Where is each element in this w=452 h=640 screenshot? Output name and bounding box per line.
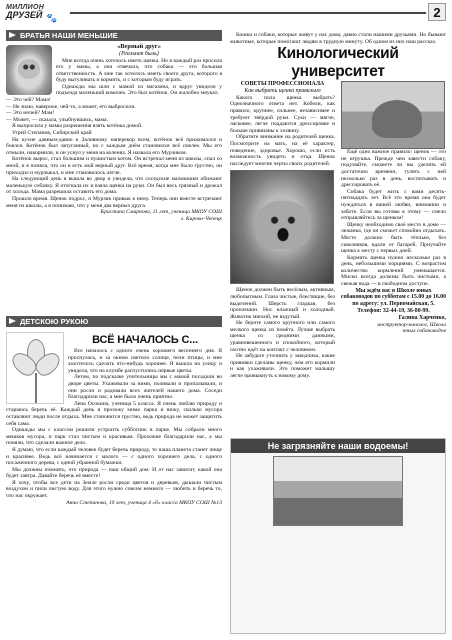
story-paragraph: На кухне давным-давно к Заливному наперекор всем, котёнок всё прижимался и боялся. Котёнок был запуганный, но с каждым днём становился всё смелее. Мы его отмыли, накормили, и он уснул у меня на коленях. Я назвала его Мурзиком. — [6, 136, 222, 156]
essay-article — [6, 330, 222, 630]
essay-title: ВСЁ НАЧАЛОСЬ С... — [92, 334, 198, 346]
essay-paragraph: Лена Осокина, ученица 5 класса. Я очень люблю природу и стараюсь беречь её. Каждый день я прохожу мимо парка и вижу, сколько мусора оставляют люди после отдыха. Мне становится грустно, ведь природа не может защитить себя сама. — [6, 400, 222, 427]
logo-line-1: МИЛЛИОН — [6, 4, 45, 11]
article-paragraph: Щенок должен быть весёлым, активным, любопытным. Глаза чистые, блестящие, без выделений. Шерсть гладкая, без проплешин. Нос влажный и холодный. Животик мягкий, не вздутый. — [230, 287, 335, 320]
article-column-2 — [341, 81, 446, 457]
article-paragraph: Не забудьте уточнить у заводчика, какие прививки сделаны щенку, чем его кормили и как ухаживали. Это поможет малышу легче привыкнуть к новому дому. — [230, 353, 335, 380]
story-paragraph: — Это чей? Мама! — [6, 97, 51, 104]
flower-drawing — [6, 332, 64, 404]
kinology-article — [230, 81, 446, 457]
article-paragraph: Какого пола щенка выбрать? Однозначного ответа нет. Кобели, как правило, крупнее, сильнее, независимее и требуют твёрдой руки. Суки — мягче, ласковее, легче поддаются дрессировке и больше привязаны к хозяину. — [230, 94, 335, 134]
article-paragraph: Щенку необходимо своё место в доме — лежанка, где он сможет спокойно отдыхать. Место должно быть тёплым, без сквозняков, вдали от батарей. Приучайте щенка к месту с первых дней. — [341, 221, 446, 255]
dog-photo — [230, 170, 334, 284]
article-column-1 — [230, 81, 335, 457]
article-paragraph: Собака будет жить с вами десять-пятнадцать лет. Всё это время она будет нуждаться в вашей любви, внимании и заботе. Если вы готовы к этому — смело отправляйтесь за щенком! — [341, 188, 446, 222]
right-column — [230, 30, 446, 634]
essay-paragraph: Все началось с одного очень хорошего весеннего дня. Я проснулась, и за окном светило солнце, пели птицы, и мне захотелось сделать что-нибудь хорошее. Я вышла на улицу и увидела, что на клумбе распустились первые цветы. — [68, 348, 222, 374]
arrow-icon — [9, 318, 16, 324]
story-paragraph: Я выпросила у мамы разрешения взять котёнка домой. — [12, 123, 143, 130]
story-paragraph: — Это ничей? Мам! — [6, 110, 55, 117]
story-paragraph: Мне всегда очень хотелось иметь щенка. Но я каждый раз просила его у мамы, а она отвечала, что собака — это большая ответственность. А мне так хотелось иметь своего друга, которого я буду выгуливать и кормить, и с которым буду играть. — [56, 57, 222, 84]
rubric-label: ДЕТСКОЮ РУКОЮ — [20, 317, 89, 326]
author-org: юных собаководов — [402, 328, 446, 335]
water-banner — [230, 438, 446, 634]
story-paragraph: Котёнок вырос, стал большим и пушистым котом. Он встречал меня из школы, спал со мной, и я поняла, что он и есть мой верный друг. Всё время, когда мне было грустно, он приходил и мурлыкал, и мне становилось легче. — [6, 156, 222, 176]
school-schedule: Мы ждём вас в Школе юных собаководов по субботам с 15.00 до 16.00 по адресу: ул. Первомайская, 5. — [341, 287, 446, 308]
author-name: Галина Харченко, — [398, 314, 446, 321]
arrow-icon — [9, 32, 16, 38]
essay-paragraph: Однажды мы с классом решили устроить субботник в парке. Мы собрали много мешков мусора, и парк стал чистым и красивым. Прохожие благодарили нас, а мы поняли, что сделали важное дело. — [6, 427, 222, 447]
rubric-label: БРАТЬЯ НАШИ МЕНЬШИЕ — [20, 31, 118, 40]
essay-paragraph: Я думаю, что если каждый человек будет беречь природу, то наша планета станет чище и красивее. Ведь всё начинается с малого — с одного хорошего дела, с одного посаженного дерева, с одной убранной бумажки. — [6, 446, 222, 467]
essay-paragraph: Я хочу, чтобы все дети на Земле росли среди цветов и деревьев, дышали чистым воздухом и пили чистую воду. Для этого нужно совсем немного — любить и беречь то, что нас окружает. — [6, 479, 222, 500]
header-rule — [70, 12, 426, 14]
story-subtitle: (Реальная быль) — [119, 50, 159, 57]
school-phone: Телефон: 32-44-19, 36-80-99. — [357, 308, 430, 315]
story-paragraph: Однажды мы шли с мамой из магазина, и вдруг увидели у подъезда маленький комочек. Это был котёнок. Он жалобно мяукал. — [56, 83, 222, 97]
story-paragraph: Прошло время. Щенок подрос, и Мурзик привык к нему. Теперь они вместе встречают меня из школы, а я понимаю, что у меня два верных друга. — [6, 195, 222, 209]
article-paragraph: Кормить щенка нужно несколько раз в день, небольшими порциями. С возрастом количество кормлений уменьшается. Миски всегда должны быть чистыми, а свежая вода — в свободном доступе. — [341, 254, 446, 288]
stem-shape — [35, 373, 37, 403]
dogs-outdoor-photo — [341, 81, 445, 149]
essay-paragraph: Летом, по подсказке учительницы мы с мамой посадили во дворе цветы. Ухаживали за ними, поливали и пропалывали, и они росли и радовали всех жителей нашего дома. Соседи благодарили нас, а мне было очень приятно. — [68, 374, 222, 401]
sub-heading: СОВЕТЫ ПРОФЕССИОНАЛА — [240, 81, 325, 88]
banner-title: Не загрязняйте наши водоемы! — [231, 439, 445, 453]
intro-paragraph: Кошки и собаки, которые живут у нас дома, давно стали нашими друзьями. Но бывают животные, которые помогают людям в трудную минуту. Об одном из них наш рассказ. — [230, 32, 446, 45]
banner-photo — [273, 456, 403, 526]
essay-paragraph: Мы должны помнить, что природа — наш общий дом. И от нас зависит, какой она будет завтра. Давайте беречь её вместе! — [6, 466, 222, 480]
essay-signature: Анна Степанова, 10 лет, ученица 4 «б» класса МКОУ СОШ №13 — [66, 499, 222, 506]
rubric-brothers — [6, 30, 222, 41]
logo-line-2: ДРУЗЕЙ — [6, 10, 43, 20]
page-number: 2 — [428, 3, 446, 21]
story-paragraph: — Не знаю, наверное, чей-то, а может, его выбросили. — [6, 103, 136, 110]
story-signature: Кристина Смирнова, 11 лет, ученица МКОУ СОШ — [100, 209, 222, 216]
left-column — [6, 30, 222, 634]
sub-heading-2: Как выбрать щенка правильно — [244, 87, 321, 94]
paw-icon: 🐾 — [46, 13, 58, 23]
article-paragraph: Обратите внимание на родителей щенка. Посмотрите на мать, на её характер, поведение, здоровье. Хорошо, если есть возможность увидеть и отца. Щенок наследует многие черты своих родителей. — [230, 134, 335, 167]
newspaper-logo — [6, 4, 66, 30]
story-paragraph: Угрей Степанов, Сибирский край — [12, 130, 92, 137]
story-article — [6, 43, 222, 313]
article-title: Кинологический университет — [277, 45, 399, 81]
article-paragraph: Не берите самого крупного или самого мелкого щенка из помёта. Лучше выбрать щенка со средними данными, уравновешенного и спокойного, который охотно идёт на контакт с человеком. — [230, 320, 335, 353]
author-title: инструктор-кинолог, Школа — [377, 321, 446, 328]
article-paragraph: Ещё одно важное правило: щенок — это не игрушка. Прежде чем завести собаку, подумайте, сможете ли вы уделять ей достаточно времени, гулять с ней несколько раз в день, воспитывать и дрессировать её. — [341, 149, 446, 189]
rubric-child-hand — [6, 316, 222, 327]
story-title: «Верный друг» — [117, 43, 161, 50]
story-paragraph: — Может, — сказала, улыбнувшись, мама. — [6, 116, 108, 123]
kitten-photo — [6, 45, 52, 95]
story-paragraph: На следующий день я вышла во двор и увидела, что соседские мальчишки обижают маленькую собачку. Я отогнала их и взяла щенка на руки. Он был весь грязный и дрожал от холода. Мама разрешила оставить его дома. — [6, 176, 222, 196]
story-signature-city: г. Кирово-Чепецк — [180, 215, 222, 222]
